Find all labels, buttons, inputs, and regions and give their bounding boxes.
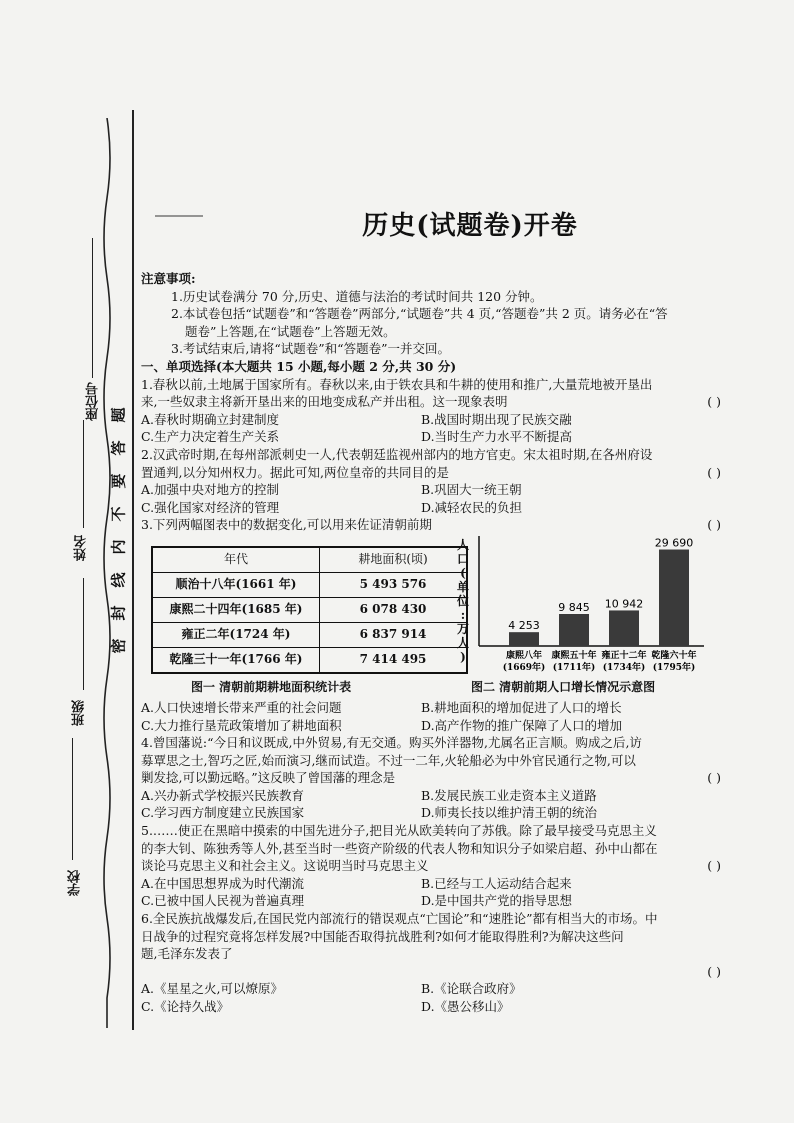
- tick-label: 雍正十二年: [601, 650, 647, 661]
- seat-underline: [92, 238, 93, 378]
- option-d: D.当时生产力水平不断提高: [421, 429, 573, 445]
- table-cell: 5 493 576: [320, 572, 468, 597]
- table-header: 年代: [152, 547, 320, 573]
- option-c: C.《论持久战》: [141, 999, 230, 1014]
- question-3: [141, 516, 741, 734]
- option-b: B.已经与工人运动结合起来: [421, 875, 572, 891]
- table-cell: 6 078 430: [320, 597, 468, 622]
- data-label: 10 942: [604, 597, 644, 611]
- data-label: 29 690: [654, 536, 694, 550]
- option-d: D.《愚公移山》: [421, 999, 510, 1014]
- bar: [559, 614, 589, 646]
- seal-char: 密: [109, 638, 128, 654]
- tick-label: 康熙五十年: [551, 650, 597, 661]
- class-underline: [83, 578, 84, 690]
- option-d: D.是中国共产党的指导思想: [421, 893, 573, 909]
- question-5: [141, 822, 741, 910]
- question-stem: 题,毛泽东发表了: [141, 946, 233, 962]
- table-row: [152, 572, 467, 597]
- option-c: C.已被中国人民视为普遍真理: [141, 893, 305, 909]
- name-label: 姓名: [74, 535, 89, 561]
- notice-item: 2.本试卷包括“试题卷”和“答题卷”两部分,“试题卷”共 4 页,“答题卷”共 2 页。请务必在“答: [171, 306, 668, 322]
- option-a: A.人口快速增长带来严重的社会问题: [141, 699, 342, 715]
- question-stem: 日战争的过程究竟将怎样发展?中国能否取得抗战胜利?如何才能取得胜利?为解决这些问: [141, 928, 624, 944]
- binding-line: [132, 110, 134, 1030]
- question-1: [141, 376, 741, 446]
- table-cell: 顺治十八年(1661 年): [152, 572, 320, 597]
- bar: [659, 549, 689, 645]
- question-stem: [141, 963, 741, 981]
- seal-char: 封: [109, 605, 128, 621]
- figures: [141, 534, 741, 699]
- question-stem: 3.下列两幅图表中的数据变化,可以用来佐证清朝前期 ( ): [141, 516, 741, 534]
- question-stem: 剿发捻,可以勤远略。”这反映了曾国藩的理念是 ( ): [141, 769, 741, 787]
- question-stem: 谈论马克思主义和社会主义。这说明当时马克思主义 ( ): [141, 857, 741, 875]
- question-stem: 2.汉武帝时期,在每州部派刺史一人,代表朝廷监视州部内的地方官吏。宋太祖时期,在各州府设: [141, 446, 653, 462]
- exam-title: 历史(试题卷)开卷: [362, 211, 578, 241]
- table-cell: 乾隆三十一年(1766 年): [152, 647, 320, 673]
- figure2-caption: 图二 清朝前期人口增长情况示意图: [471, 679, 656, 694]
- figure1-table: [151, 546, 468, 674]
- question-2: [141, 446, 741, 516]
- question-stem: 6.全民族抗战爆发后,在国民党内部流行的错误观点“亡国论”和“速胜论”都有相当大的市场。中: [141, 911, 658, 927]
- answer-bracket: ( ): [707, 394, 721, 410]
- question-stem: 来,一些奴隶主将新开垦出来的田地变成私产并出租。这一现象表明 ( ): [141, 393, 741, 411]
- question-stem: 的李大钊、陈独秀等人外,甚至当时一些资产阶级的代表人物和知识分子如梁启超、孙中山都在: [141, 840, 658, 856]
- option-a: A.兴办新式学校振兴民族教育: [141, 787, 305, 803]
- option-b: B.巩固大一统王朝: [421, 482, 522, 498]
- notice-heading: 注意事项:: [141, 271, 196, 286]
- section-heading: 一、单项选择(本大题共 15 小题,每小题 2 分,共 30 分): [141, 358, 457, 374]
- question-stem: 4.曾国藩说:“今日和议既成,中外贸易,有无交通。购买外洋器物,尤属名正言顺。购成之后,访: [141, 735, 642, 751]
- option-c: C.强化国家对经济的管理: [141, 499, 280, 515]
- school-label: 学校: [68, 870, 83, 896]
- seal-char: 题: [109, 407, 128, 423]
- option-b: B.《论联合政府》: [421, 981, 522, 997]
- answer-bracket: ( ): [707, 858, 721, 874]
- seal-char: 内: [109, 539, 128, 555]
- bar: [509, 632, 539, 646]
- tick-label: (1669年): [502, 662, 546, 673]
- tick-label: 乾隆六十年: [651, 650, 697, 661]
- option-a: A.加强中央对地方的控制: [141, 482, 280, 498]
- tick-label: (1734年): [602, 662, 646, 673]
- option-b: B.耕地面积的增加促进了人口的增长: [421, 699, 622, 715]
- table-cell: 7 414 495: [320, 647, 468, 673]
- table-cell: 6 837 914: [320, 622, 468, 647]
- tick-label: (1711年): [552, 662, 596, 673]
- tick-label: 康熙八年: [505, 650, 543, 661]
- option-d: D.师夷长技以维护清王朝的统治: [421, 805, 598, 821]
- seal-char: 不: [109, 506, 128, 522]
- option-c: C.生产力决定着生产关系: [141, 429, 280, 445]
- question-4: [141, 734, 741, 822]
- table-row: [152, 597, 467, 622]
- figure2-bar-chart: [449, 534, 709, 679]
- seal-char: 线: [109, 572, 128, 588]
- data-label: 4 253: [508, 619, 540, 633]
- school-underline: [72, 738, 73, 860]
- class-label: 班级: [72, 700, 87, 726]
- option-b: B.发展民族工业走资本主义道路: [421, 787, 597, 803]
- question-stem: 置通判,以分知州权力。据此可知,两位皇帝的共同目的是 ( ): [141, 464, 741, 482]
- option-c: C.大力推行垦荒政策增加了耕地面积: [141, 717, 342, 733]
- notice-item: 3.考试结束后,请将“试题卷”和“答题卷”一并交回。: [171, 341, 450, 357]
- option-a: A.春秋时期确立封建制度: [141, 411, 280, 427]
- table-row: [152, 622, 467, 647]
- question-stem: 5.……使正在黑暗中摸索的中国先进分子,把目光从欧美转向了苏俄。除了最早接受马克思主义: [141, 823, 657, 839]
- option-b: B.战国时期出现了民族交融: [421, 411, 572, 427]
- table-row: [152, 647, 467, 673]
- answer-bracket: ( ): [707, 963, 721, 979]
- bar: [609, 610, 639, 646]
- answer-bracket: ( ): [707, 517, 721, 533]
- notice-item: 1.历史试卷满分 70 分,历史、道德与法治的考试时间共 120 分钟。: [171, 288, 543, 304]
- question-stem: 1.春秋以前,土地属于国家所有。春秋以来,由于铁农具和牛耕的使用和推广,大量荒地被开垦出: [141, 376, 653, 392]
- seal-char: 要: [109, 473, 128, 489]
- option-a: A.《星星之火,可以燎原》: [141, 981, 283, 997]
- table-cell: 康熙二十四年(1685 年): [152, 597, 320, 622]
- seat-number-label: 座位号: [86, 382, 101, 421]
- seal-char: 答: [109, 440, 128, 456]
- figure1-caption: 图一 清朝前期耕地面积统计表: [191, 679, 352, 694]
- data-label: 9 845: [558, 600, 590, 614]
- question-6: [141, 910, 741, 1016]
- answer-bracket: ( ): [707, 464, 721, 480]
- answer-bracket: ( ): [707, 770, 721, 786]
- name-underline: [83, 420, 84, 528]
- option-d: D.减轻农民的负担: [421, 499, 523, 515]
- option-a: A.在中国思想界成为时代潮流: [141, 875, 305, 891]
- table-header: 耕地面积(顷): [320, 547, 468, 573]
- exam-content: [141, 270, 741, 1016]
- table-cell: 雍正二年(1724 年): [152, 622, 320, 647]
- tick-label: (1795年): [652, 662, 696, 673]
- seal-line-notice: [109, 405, 129, 656]
- question-stem: 募覃思之士,智巧之匠,始而演习,继而试造。不过一二年,火轮船必为中外官民通行之物,可以: [141, 752, 636, 768]
- option-d: D.高产作物的推广保障了人口的增加: [421, 717, 623, 733]
- option-c: C.学习西方制度建立民族国家: [141, 805, 305, 821]
- figure2-ylabel: 人 口 ( 单 位 : 万 人 ): [456, 537, 469, 664]
- notice-item: 题卷”上答题,在“试题卷”上答题无效。: [185, 323, 396, 339]
